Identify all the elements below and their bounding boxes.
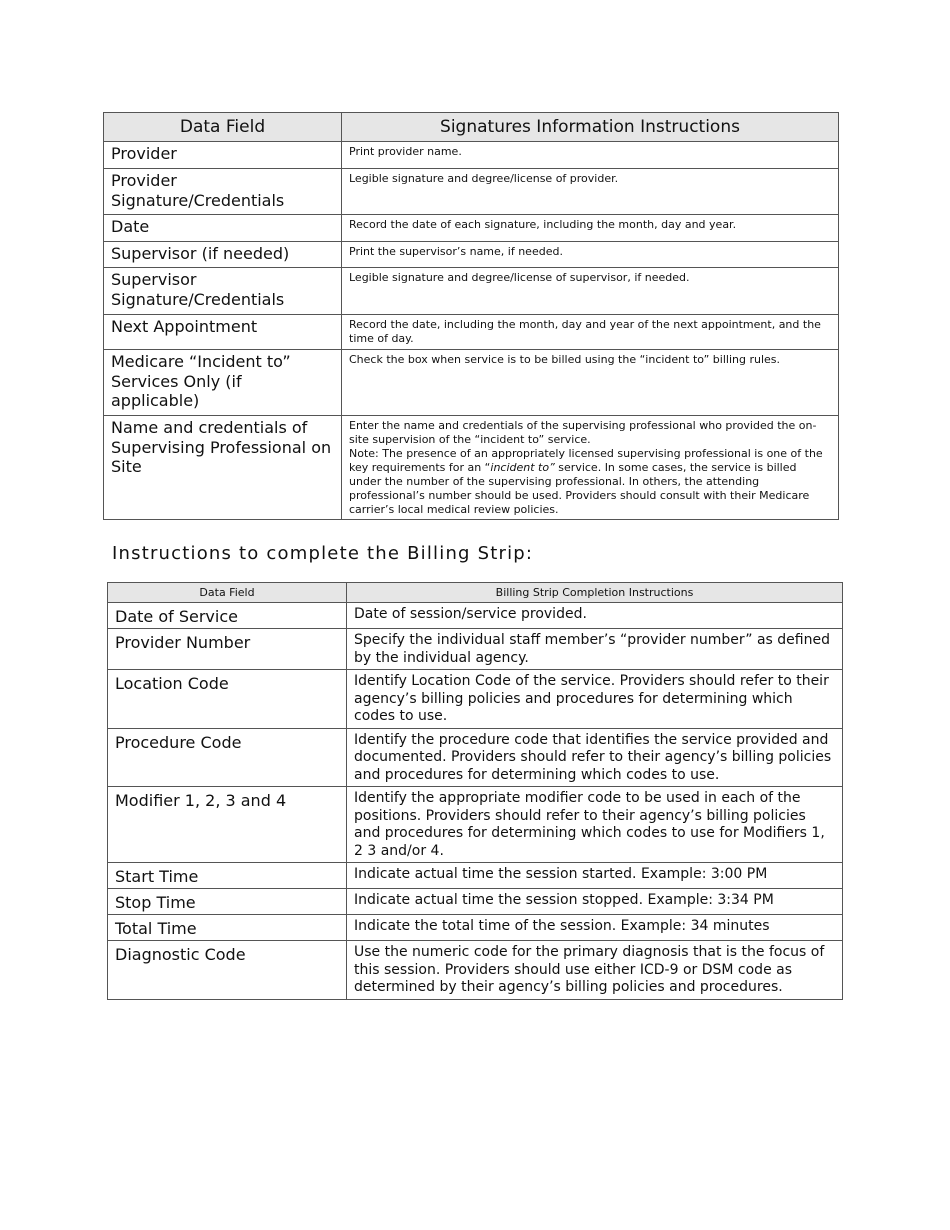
table-row bbox=[104, 142, 839, 169]
signatures-table bbox=[103, 112, 839, 520]
field-cell: Next Appointment bbox=[104, 315, 342, 350]
instruction-cell: Indicate actual time the session stopped. Example: 3:34 PM bbox=[347, 889, 843, 915]
instruction-cell: Indicate the total time of the session. Example: 34 minutes bbox=[347, 915, 843, 941]
table-row bbox=[104, 416, 839, 520]
table-row bbox=[108, 728, 843, 787]
field-cell: Provider Number bbox=[108, 629, 347, 670]
column-header-instructions: Signatures Information Instructions bbox=[342, 113, 839, 142]
field-cell: Provider Signature/Credentials bbox=[104, 169, 342, 215]
column-header-instructions: Billing Strip Completion Instructions bbox=[347, 583, 843, 603]
instruction-cell: Record the date of each signature, including the month, day and year. bbox=[342, 215, 839, 242]
field-cell: Provider bbox=[104, 142, 342, 169]
field-cell: Date of Service bbox=[108, 603, 347, 629]
billing-strip-table bbox=[107, 582, 843, 1000]
field-cell: Procedure Code bbox=[108, 728, 347, 787]
table-row bbox=[108, 915, 843, 941]
instruction-cell: Check the box when service is to be billed using the “incident to” billing rules. bbox=[342, 350, 839, 416]
field-cell: Total Time bbox=[108, 915, 347, 941]
field-cell: Date bbox=[104, 215, 342, 242]
table-row bbox=[108, 863, 843, 889]
billing-strip-heading: Instructions to complete the Billing Strip: bbox=[112, 543, 534, 564]
instruction-cell: Use the numeric code for the primary diagnosis that is the focus of this session. Providers should use either ICD-9 or DSM code as determined by their agency’s billing policies and procedures. bbox=[347, 941, 843, 1000]
table-header-row bbox=[108, 583, 843, 603]
instruction-cell: Identify the procedure code that identifies the service provided and documented. Providers should refer to their agency’s billing policies and procedures for determining which codes to use. bbox=[347, 728, 843, 787]
table-row bbox=[104, 169, 839, 215]
instruction-cell: Identify the appropriate modifier code to be used in each of the positions. Providers should refer to their agency’s billing policies and procedures for determining which codes to use for Modifiers 1, 2 3 and/or 4. bbox=[347, 787, 843, 863]
instruction-cell: Legible signature and degree/license of supervisor, if needed. bbox=[342, 268, 839, 315]
instruction-cell bbox=[342, 416, 839, 520]
table-row bbox=[104, 268, 839, 315]
field-cell: Stop Time bbox=[108, 889, 347, 915]
field-cell: Medicare “Incident to” Services Only (if applicable) bbox=[104, 350, 342, 416]
table-row bbox=[104, 242, 839, 268]
instruction-cell: Legible signature and degree/license of provider. bbox=[342, 169, 839, 215]
instruction-cell: Indicate actual time the session started. Example: 3:00 PM bbox=[347, 863, 843, 889]
table-header-row bbox=[104, 113, 839, 142]
table-row bbox=[108, 629, 843, 670]
note-text-end: service. In some cases, the service is billed under the number of the supervising professional. In others, the attending professional’s number should be used. Providers should consult with their Medicare carrier’s local medical review policies. bbox=[349, 461, 810, 516]
instruction-cell: Print provider name. bbox=[342, 142, 839, 169]
instruction-cell: Date of session/service provided. bbox=[347, 603, 843, 629]
instruction-cell: Print the supervisor’s name, if needed. bbox=[342, 242, 839, 268]
field-cell: Location Code bbox=[108, 670, 347, 729]
field-cell: Modifier 1, 2, 3 and 4 bbox=[108, 787, 347, 863]
table-row bbox=[108, 603, 843, 629]
instruction-cell: Record the date, including the month, day and year of the next appointment, and the time of day. bbox=[342, 315, 839, 350]
table-row bbox=[104, 315, 839, 350]
table-row bbox=[108, 787, 843, 863]
note-text-start: Note: The presence of an appropriately licensed supervising professional is one of the key requirements for an “ bbox=[349, 447, 823, 474]
instruction-cell: Specify the individual staff member’s “provider number” as defined by the individual agency. bbox=[347, 629, 843, 670]
table-row bbox=[108, 670, 843, 729]
table-row bbox=[108, 889, 843, 915]
field-cell: Name and credentials of Supervising Professional on Site bbox=[104, 416, 342, 520]
table-row bbox=[108, 941, 843, 1000]
field-cell: Diagnostic Code bbox=[108, 941, 347, 1000]
field-cell: Supervisor (if needed) bbox=[104, 242, 342, 268]
field-cell: Supervisor Signature/Credentials bbox=[104, 268, 342, 315]
table-row bbox=[104, 350, 839, 416]
instruction-note bbox=[349, 447, 831, 517]
table-row bbox=[104, 215, 839, 242]
column-header-data-field: Data Field bbox=[108, 583, 347, 603]
instruction-cell: Identify Location Code of the service. Providers should refer to their agency’s billing policies and procedures for determining which codes to use. bbox=[347, 670, 843, 729]
note-italic-text: incident to” bbox=[490, 461, 555, 474]
column-header-data-field: Data Field bbox=[104, 113, 342, 142]
field-cell: Start Time bbox=[108, 863, 347, 889]
instruction-text: Enter the name and credentials of the supervising professional who provided the on-site supervision of the “incident to” service. bbox=[349, 419, 817, 446]
